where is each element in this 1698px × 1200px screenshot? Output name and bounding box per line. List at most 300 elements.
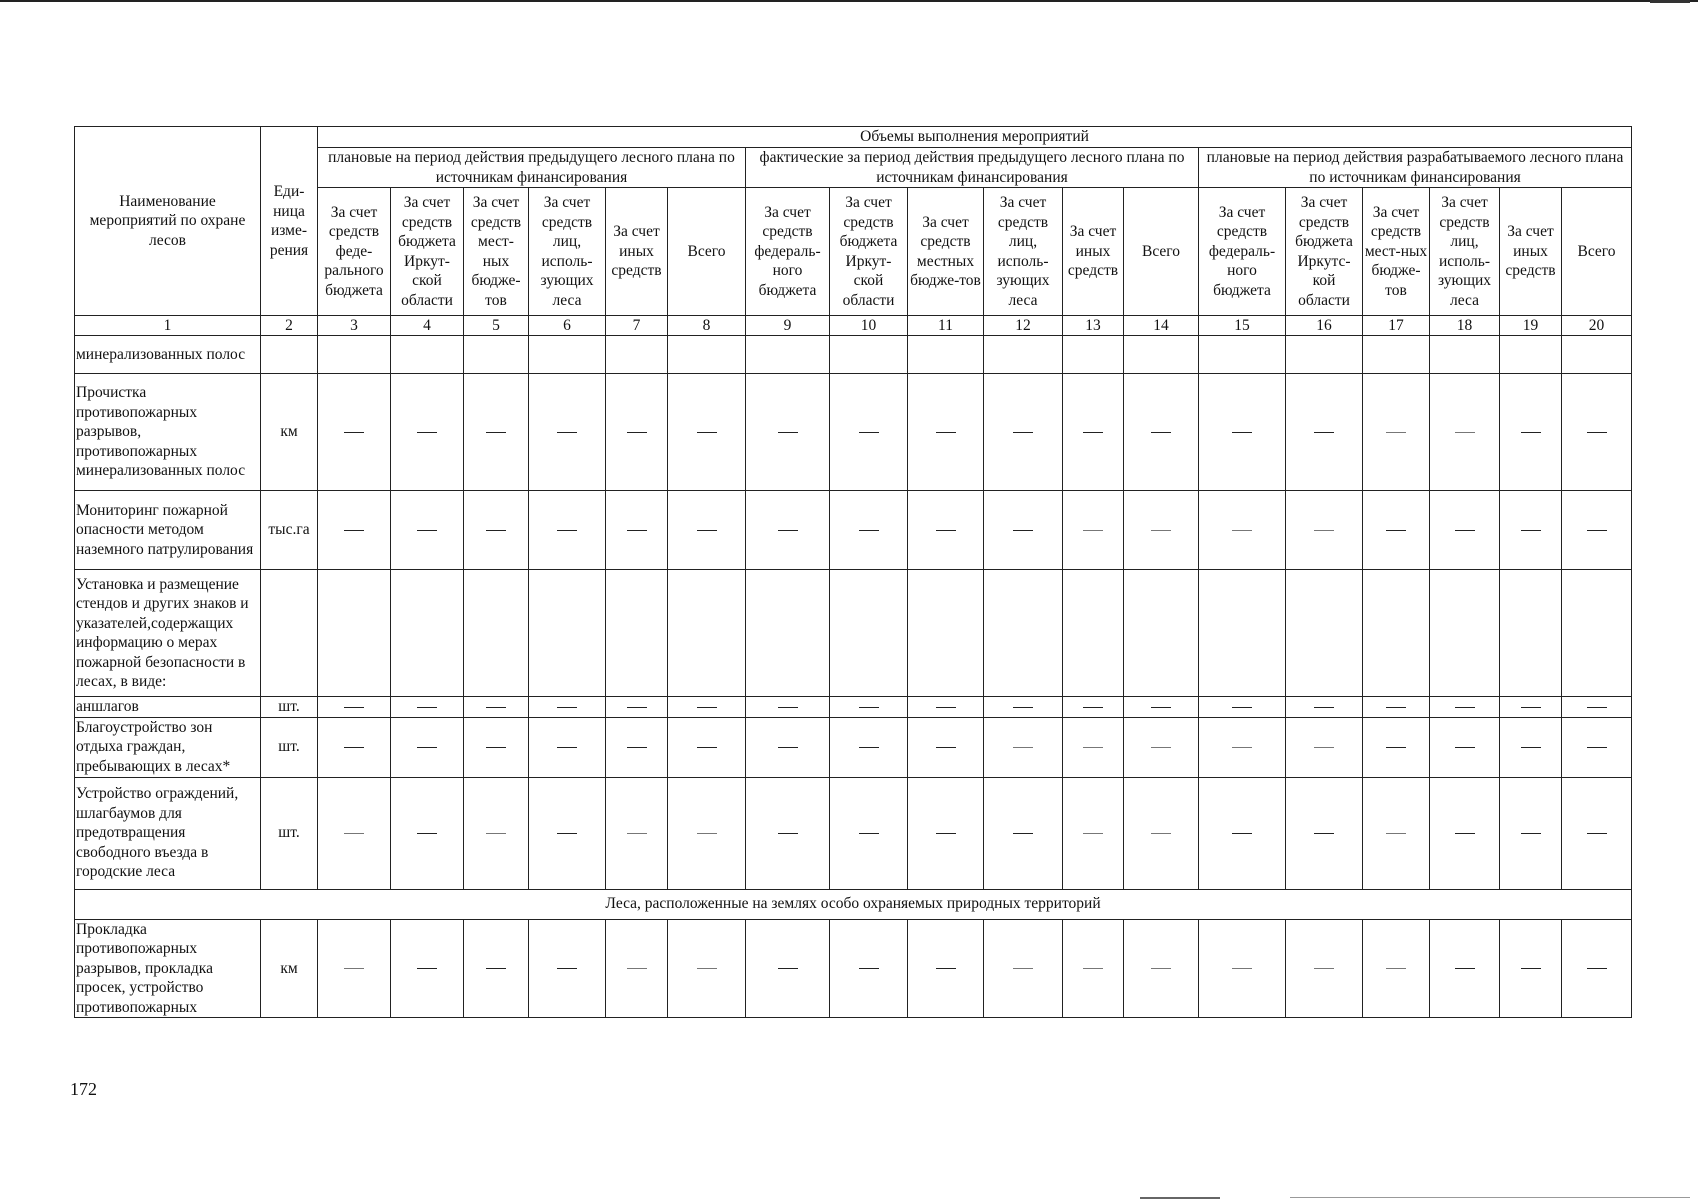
value-cell bbox=[391, 491, 464, 570]
dash-mark bbox=[697, 833, 717, 834]
value-cell bbox=[830, 717, 908, 777]
dash-mark bbox=[486, 747, 506, 748]
dash-mark bbox=[344, 707, 364, 708]
value-cell bbox=[984, 491, 1063, 570]
value-cell bbox=[668, 717, 746, 777]
value-cell bbox=[1500, 374, 1562, 491]
value-cell bbox=[464, 777, 529, 889]
row-name: Мониторинг пожарной опасности методом наземного патрулирования bbox=[75, 491, 261, 570]
column-number: 4 bbox=[391, 316, 464, 336]
dash-mark bbox=[1455, 707, 1475, 708]
dash-mark bbox=[1587, 707, 1607, 708]
header-subcolumn: За счет средств федераль-ного бюджета bbox=[1199, 188, 1286, 316]
value-cell bbox=[464, 491, 529, 570]
value-cell bbox=[1430, 919, 1500, 1018]
table-row bbox=[75, 777, 1632, 889]
section-row bbox=[75, 889, 1632, 919]
value-cell bbox=[1063, 570, 1124, 697]
value-cell bbox=[984, 717, 1063, 777]
table-body bbox=[75, 336, 1632, 1018]
dash-mark bbox=[1455, 833, 1475, 834]
value-cell bbox=[1430, 570, 1500, 697]
value-cell bbox=[1286, 491, 1363, 570]
value-cell bbox=[984, 374, 1063, 491]
value-cell bbox=[1363, 570, 1430, 697]
dash-mark bbox=[627, 747, 647, 748]
dash-mark bbox=[486, 968, 506, 969]
table-row bbox=[75, 570, 1632, 697]
table-row bbox=[75, 491, 1632, 570]
header-subcolumn: За счет иных средств bbox=[1063, 188, 1124, 316]
value-cell bbox=[391, 374, 464, 491]
value-cell bbox=[391, 570, 464, 697]
value-cell bbox=[1063, 336, 1124, 374]
header-subcolumn: За счет средств мест-ных бюдже-тов bbox=[464, 188, 529, 316]
value-cell bbox=[1124, 717, 1199, 777]
dash-mark bbox=[1013, 707, 1033, 708]
column-number: 19 bbox=[1500, 316, 1562, 336]
value-cell bbox=[529, 777, 606, 889]
header-subcolumn: За счет средств бюджета Иркутс-кой области bbox=[1286, 188, 1363, 316]
value-cell bbox=[606, 697, 668, 718]
value-cell bbox=[1562, 919, 1632, 1018]
row-unit: шт. bbox=[261, 697, 318, 718]
dash-mark bbox=[859, 707, 879, 708]
dash-mark bbox=[486, 432, 506, 433]
value-cell bbox=[746, 336, 830, 374]
value-cell bbox=[318, 570, 391, 697]
dash-mark bbox=[859, 530, 879, 531]
column-number: 20 bbox=[1562, 316, 1632, 336]
value-cell bbox=[1199, 570, 1286, 697]
value-cell bbox=[464, 336, 529, 374]
value-cell bbox=[318, 336, 391, 374]
value-cell bbox=[746, 717, 830, 777]
dash-mark bbox=[936, 747, 956, 748]
row-unit bbox=[261, 336, 318, 374]
value-cell bbox=[1124, 570, 1199, 697]
value-cell bbox=[464, 697, 529, 718]
dash-mark bbox=[778, 707, 798, 708]
value-cell bbox=[908, 777, 984, 889]
dash-mark bbox=[1013, 968, 1033, 969]
dash-mark bbox=[1083, 530, 1103, 531]
dash-mark bbox=[627, 530, 647, 531]
row-unit bbox=[261, 570, 318, 697]
table-row bbox=[75, 336, 1632, 374]
column-number: 16 bbox=[1286, 316, 1363, 336]
value-cell bbox=[464, 374, 529, 491]
table-row bbox=[75, 374, 1632, 491]
dash-mark bbox=[557, 432, 577, 433]
value-cell bbox=[529, 374, 606, 491]
dash-mark bbox=[1386, 833, 1406, 834]
header-subcolumn: За счет средств лиц, исполь-зующих леса bbox=[529, 188, 606, 316]
value-cell bbox=[1562, 374, 1632, 491]
dash-mark bbox=[1151, 707, 1171, 708]
value-cell bbox=[1430, 717, 1500, 777]
corner-mark bbox=[1650, 0, 1690, 3]
header-subcolumn: За счет средств феде-рального бюджета bbox=[318, 188, 391, 316]
value-cell bbox=[1063, 777, 1124, 889]
value-cell bbox=[529, 336, 606, 374]
column-number: 11 bbox=[908, 316, 984, 336]
value-cell bbox=[606, 336, 668, 374]
column-number: 6 bbox=[529, 316, 606, 336]
value-cell bbox=[1562, 570, 1632, 697]
value-cell bbox=[668, 491, 746, 570]
value-cell bbox=[908, 336, 984, 374]
value-cell bbox=[1500, 697, 1562, 718]
value-cell bbox=[318, 919, 391, 1018]
value-cell bbox=[1363, 777, 1430, 889]
value-cell bbox=[830, 570, 908, 697]
value-cell bbox=[908, 919, 984, 1018]
value-cell bbox=[464, 570, 529, 697]
value-cell bbox=[908, 570, 984, 697]
value-cell bbox=[391, 697, 464, 718]
dash-mark bbox=[1587, 833, 1607, 834]
header-subcolumn: Всего bbox=[1562, 188, 1632, 316]
dash-mark bbox=[417, 707, 437, 708]
value-cell bbox=[1562, 717, 1632, 777]
dash-mark bbox=[1455, 530, 1475, 531]
header-subcolumn: За счет средств местных бюдже-тов bbox=[908, 188, 984, 316]
dash-mark bbox=[627, 833, 647, 834]
top-rule bbox=[0, 0, 1698, 2]
dash-mark bbox=[1314, 432, 1334, 433]
value-cell bbox=[984, 336, 1063, 374]
dash-mark bbox=[1314, 707, 1334, 708]
dash-mark bbox=[344, 747, 364, 748]
row-unit: тыс.га bbox=[261, 491, 318, 570]
value-cell bbox=[830, 491, 908, 570]
value-cell bbox=[668, 570, 746, 697]
value-cell bbox=[1562, 491, 1632, 570]
row-name: Устройство ограждений, шлагбаумов для предотвращения свободного въезда в городские леса bbox=[75, 777, 261, 889]
value-cell bbox=[1199, 374, 1286, 491]
value-cell bbox=[908, 697, 984, 718]
value-cell bbox=[668, 697, 746, 718]
dash-mark bbox=[936, 833, 956, 834]
header-numbers bbox=[75, 316, 1632, 336]
dash-mark bbox=[697, 968, 717, 969]
dash-mark bbox=[486, 530, 506, 531]
column-number: 2 bbox=[261, 316, 318, 336]
dash-mark bbox=[417, 833, 437, 834]
value-cell bbox=[1363, 336, 1430, 374]
dash-mark bbox=[1013, 432, 1033, 433]
value-cell bbox=[1562, 336, 1632, 374]
column-number: 14 bbox=[1124, 316, 1199, 336]
dash-mark bbox=[627, 968, 647, 969]
value-cell bbox=[529, 491, 606, 570]
value-cell bbox=[1363, 491, 1430, 570]
value-cell bbox=[464, 919, 529, 1018]
dash-mark bbox=[936, 530, 956, 531]
dash-mark bbox=[1455, 747, 1475, 748]
column-number: 15 bbox=[1199, 316, 1286, 336]
dash-mark bbox=[557, 833, 577, 834]
column-number: 7 bbox=[606, 316, 668, 336]
value-cell bbox=[318, 697, 391, 718]
value-cell bbox=[529, 570, 606, 697]
dash-mark bbox=[1314, 530, 1334, 531]
value-cell bbox=[1124, 374, 1199, 491]
value-cell bbox=[529, 717, 606, 777]
dash-mark bbox=[486, 833, 506, 834]
value-cell bbox=[1430, 336, 1500, 374]
value-cell bbox=[1500, 717, 1562, 777]
value-cell bbox=[830, 777, 908, 889]
dash-mark bbox=[344, 530, 364, 531]
dash-mark bbox=[1386, 968, 1406, 969]
value-cell bbox=[391, 336, 464, 374]
column-number: 18 bbox=[1430, 316, 1500, 336]
dash-mark bbox=[1013, 530, 1033, 531]
dash-mark bbox=[936, 432, 956, 433]
dash-mark bbox=[1083, 833, 1103, 834]
dash-mark bbox=[1386, 747, 1406, 748]
dash-mark bbox=[1232, 747, 1252, 748]
value-cell bbox=[984, 697, 1063, 718]
dash-mark bbox=[859, 747, 879, 748]
value-cell bbox=[606, 491, 668, 570]
value-cell bbox=[1500, 919, 1562, 1018]
dash-mark bbox=[1232, 833, 1252, 834]
dash-mark bbox=[1587, 968, 1607, 969]
dash-mark bbox=[1083, 432, 1103, 433]
value-cell bbox=[984, 570, 1063, 697]
dash-mark bbox=[778, 432, 798, 433]
value-cell bbox=[1124, 491, 1199, 570]
bottom-rule-right bbox=[1290, 1197, 1690, 1198]
dash-mark bbox=[1521, 530, 1541, 531]
value-cell bbox=[746, 374, 830, 491]
header-unit: Еди-ница изме-рения bbox=[261, 127, 318, 316]
value-cell bbox=[830, 919, 908, 1018]
dash-mark bbox=[1083, 968, 1103, 969]
dash-mark bbox=[1083, 747, 1103, 748]
header-subcolumn: Всего bbox=[1124, 188, 1199, 316]
dash-mark bbox=[697, 530, 717, 531]
value-cell bbox=[746, 570, 830, 697]
value-cell bbox=[318, 717, 391, 777]
dash-mark bbox=[1232, 432, 1252, 433]
header-subcolumn: За счет иных средств bbox=[1500, 188, 1562, 316]
header-subcolumn: За счет средств лиц, исполь-зующих леса bbox=[1430, 188, 1500, 316]
value-cell bbox=[606, 570, 668, 697]
header-group-planned-current: плановые на период действия разрабатываемого лесного плана по источникам финансирования bbox=[1199, 148, 1632, 188]
value-cell bbox=[1124, 697, 1199, 718]
dash-mark bbox=[417, 530, 437, 531]
value-cell bbox=[391, 919, 464, 1018]
value-cell bbox=[1286, 717, 1363, 777]
row-unit: км bbox=[261, 374, 318, 491]
value-cell bbox=[908, 491, 984, 570]
value-cell bbox=[830, 374, 908, 491]
dash-mark bbox=[1521, 968, 1541, 969]
header-group-actual-previous: фактические за период действия предыдущего лесного плана по источникам финансирования bbox=[746, 148, 1199, 188]
dash-mark bbox=[1386, 530, 1406, 531]
value-cell bbox=[746, 697, 830, 718]
dash-mark bbox=[1455, 432, 1475, 433]
value-cell bbox=[1199, 777, 1286, 889]
row-unit: шт. bbox=[261, 717, 318, 777]
dash-mark bbox=[1232, 968, 1252, 969]
bottom-rule bbox=[1140, 1197, 1220, 1199]
dash-mark bbox=[859, 968, 879, 969]
value-cell bbox=[606, 777, 668, 889]
dash-mark bbox=[1521, 432, 1541, 433]
value-cell bbox=[1286, 697, 1363, 718]
dash-mark bbox=[697, 432, 717, 433]
dash-mark bbox=[1013, 747, 1033, 748]
value-cell bbox=[1500, 570, 1562, 697]
header-subcolumn: За счет средств федераль-ного бюджета bbox=[746, 188, 830, 316]
value-cell bbox=[830, 697, 908, 718]
value-cell bbox=[318, 374, 391, 491]
dash-mark bbox=[859, 833, 879, 834]
value-cell bbox=[1500, 777, 1562, 889]
row-name: Благоустройство зон отдыха граждан, пребывающих в лесах* bbox=[75, 717, 261, 777]
dash-mark bbox=[1151, 432, 1171, 433]
value-cell bbox=[984, 919, 1063, 1018]
value-cell bbox=[1124, 336, 1199, 374]
dash-mark bbox=[936, 707, 956, 708]
page-number: 172 bbox=[70, 1079, 97, 1099]
dash-mark bbox=[344, 968, 364, 969]
value-cell bbox=[1199, 336, 1286, 374]
dash-mark bbox=[557, 530, 577, 531]
dash-mark bbox=[697, 747, 717, 748]
dash-mark bbox=[486, 707, 506, 708]
dash-mark bbox=[1314, 747, 1334, 748]
value-cell bbox=[984, 777, 1063, 889]
header-subcolumn: За счет средств лиц, исполь-зующих леса bbox=[984, 188, 1063, 316]
dash-mark bbox=[778, 747, 798, 748]
value-cell bbox=[1063, 697, 1124, 718]
value-cell bbox=[1199, 697, 1286, 718]
header-subcolumn: За счет средств мест-ных бюдже-тов bbox=[1363, 188, 1430, 316]
value-cell bbox=[1363, 697, 1430, 718]
dash-mark bbox=[936, 968, 956, 969]
header-subcolumn: За счет средств бюджета Иркут-ской области bbox=[391, 188, 464, 316]
dash-mark bbox=[1314, 968, 1334, 969]
dash-mark bbox=[1083, 707, 1103, 708]
value-cell bbox=[1063, 717, 1124, 777]
dash-mark bbox=[1151, 747, 1171, 748]
dash-mark bbox=[417, 747, 437, 748]
column-number: 5 bbox=[464, 316, 529, 336]
column-number: 9 bbox=[746, 316, 830, 336]
dash-mark bbox=[1151, 833, 1171, 834]
value-cell bbox=[606, 919, 668, 1018]
value-cell bbox=[908, 374, 984, 491]
column-number: 10 bbox=[830, 316, 908, 336]
value-cell bbox=[1063, 491, 1124, 570]
value-cell bbox=[668, 336, 746, 374]
value-cell bbox=[1199, 717, 1286, 777]
value-cell bbox=[1063, 374, 1124, 491]
dash-mark bbox=[1521, 833, 1541, 834]
value-cell bbox=[1124, 777, 1199, 889]
dash-mark bbox=[627, 707, 647, 708]
row-name: Установка и размещение стендов и других знаков и указателей,содержащих информацию о мерах пожарной безопасности в лесах, в виде: bbox=[75, 570, 261, 697]
header-subcolumn: Всего bbox=[668, 188, 746, 316]
section-title: Леса, расположенные на землях особо охраняемых природных территорий bbox=[75, 889, 1632, 919]
value-cell bbox=[746, 777, 830, 889]
value-cell bbox=[318, 491, 391, 570]
dash-mark bbox=[557, 707, 577, 708]
value-cell bbox=[606, 374, 668, 491]
value-cell bbox=[1286, 374, 1363, 491]
value-cell bbox=[1562, 777, 1632, 889]
column-number: 12 bbox=[984, 316, 1063, 336]
header-subcolumn: За счет средств бюджета Иркут-ской области bbox=[830, 188, 908, 316]
header-group-planned-previous: плановые на период действия предыдущего лесного плана по источникам финансирования bbox=[318, 148, 746, 188]
dash-mark bbox=[1587, 747, 1607, 748]
value-cell bbox=[1430, 777, 1500, 889]
dash-mark bbox=[417, 968, 437, 969]
value-cell bbox=[668, 777, 746, 889]
value-cell bbox=[391, 777, 464, 889]
dash-mark bbox=[1455, 968, 1475, 969]
dash-mark bbox=[1314, 833, 1334, 834]
value-cell bbox=[1430, 697, 1500, 718]
row-name: Прокладка противопожарных разрывов, прокладка просек, устройство противопожарных bbox=[75, 919, 261, 1018]
value-cell bbox=[318, 777, 391, 889]
dash-mark bbox=[1013, 833, 1033, 834]
value-cell bbox=[1363, 919, 1430, 1018]
value-cell bbox=[908, 717, 984, 777]
value-cell bbox=[529, 919, 606, 1018]
value-cell bbox=[830, 336, 908, 374]
dash-mark bbox=[778, 968, 798, 969]
header-subcolumn: За счет иных средств bbox=[606, 188, 668, 316]
column-number: 13 bbox=[1063, 316, 1124, 336]
dash-mark bbox=[557, 747, 577, 748]
value-cell bbox=[1562, 697, 1632, 718]
value-cell bbox=[529, 697, 606, 718]
dash-mark bbox=[627, 432, 647, 433]
dash-mark bbox=[344, 432, 364, 433]
value-cell bbox=[1199, 919, 1286, 1018]
value-cell bbox=[1199, 491, 1286, 570]
dash-mark bbox=[344, 833, 364, 834]
row-unit: км bbox=[261, 919, 318, 1018]
value-cell bbox=[1500, 336, 1562, 374]
dash-mark bbox=[1232, 530, 1252, 531]
value-cell bbox=[1124, 919, 1199, 1018]
row-unit: шт. bbox=[261, 777, 318, 889]
dash-mark bbox=[778, 833, 798, 834]
row-name: аншлагов bbox=[75, 697, 261, 718]
value-cell bbox=[1363, 374, 1430, 491]
header-name: Наименование мероприятий по охране лесов bbox=[75, 127, 261, 316]
dash-mark bbox=[1151, 530, 1171, 531]
column-number: 8 bbox=[668, 316, 746, 336]
column-number: 3 bbox=[318, 316, 391, 336]
value-cell bbox=[668, 374, 746, 491]
value-cell bbox=[1063, 919, 1124, 1018]
value-cell bbox=[1286, 919, 1363, 1018]
table-row bbox=[75, 919, 1632, 1018]
dash-mark bbox=[859, 432, 879, 433]
dash-mark bbox=[778, 530, 798, 531]
value-cell bbox=[1500, 491, 1562, 570]
dash-mark bbox=[1232, 707, 1252, 708]
